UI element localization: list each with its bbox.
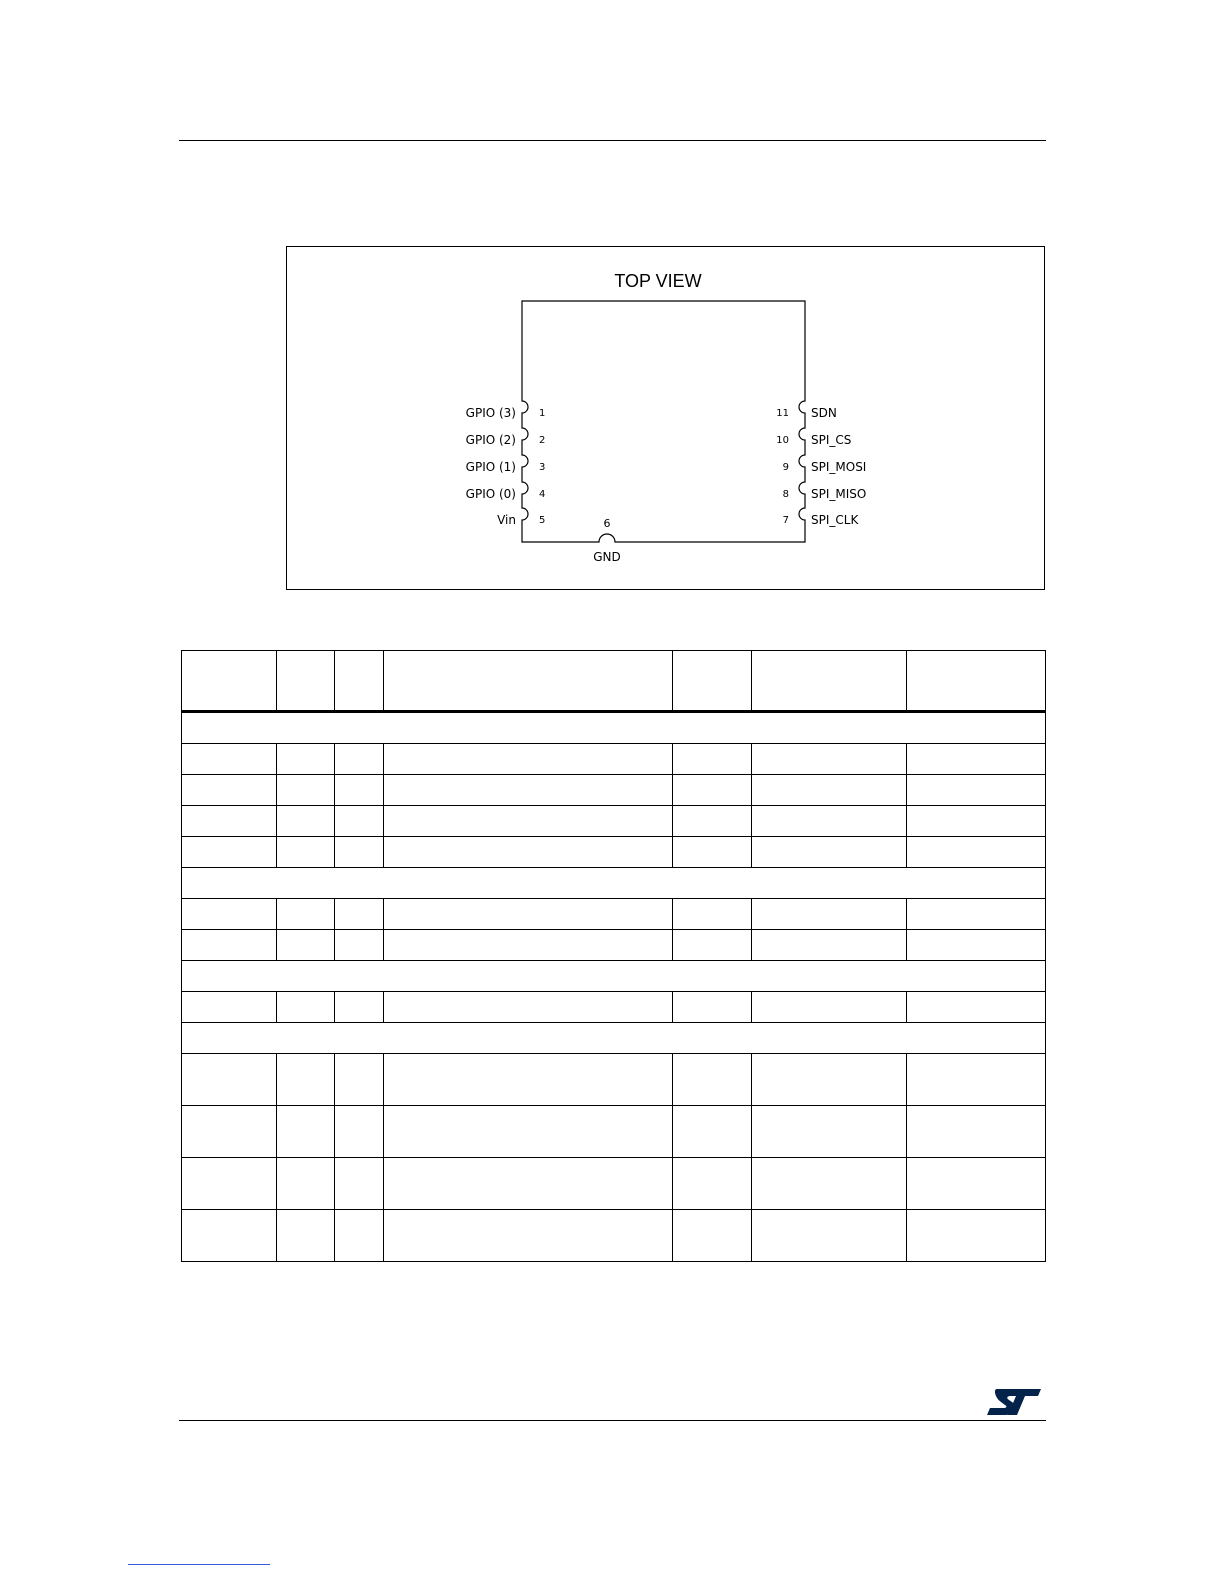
table-cell [752,744,907,775]
table-cell [907,1054,1046,1106]
table-cell [752,1210,907,1262]
table-group-row [182,1023,1046,1054]
table-cell [277,806,335,837]
table-cell [907,899,1046,930]
pin-3-label: GPIO (1) [465,460,516,474]
table-row [182,775,1046,806]
st-logo-icon [985,1386,1043,1418]
table-row [182,744,1046,775]
pin-4-label: GPIO (0) [465,487,516,501]
col-header [907,651,1046,712]
table-cell [384,744,673,775]
table-row [182,837,1046,868]
table-row [182,992,1046,1023]
table-cell [277,775,335,806]
col-header [384,651,673,712]
pin-8-label: SPI_MISO [811,487,867,501]
table-cell [335,992,384,1023]
footer-link-underline[interactable] [128,1564,270,1565]
table-row [182,930,1046,961]
table-cell [907,744,1046,775]
group-label [182,1023,1046,1054]
table-cell [752,1158,907,1210]
table-cell [335,899,384,930]
pinout-svg [287,247,1046,591]
pin-10-number: 10 [776,435,789,446]
table-cell [384,775,673,806]
pin-11-number: 11 [776,408,789,419]
table-cell [673,899,752,930]
table-row [182,1054,1046,1106]
table-cell [907,806,1046,837]
table-cell [335,744,384,775]
table-cell [907,1158,1046,1210]
table-cell [673,806,752,837]
pin-3-number: 3 [539,462,546,473]
table-cell [277,899,335,930]
table-cell [335,1054,384,1106]
table-cell [673,1158,752,1210]
table-cell [384,1054,673,1106]
table-cell [277,1106,335,1158]
pin-1-number: 1 [539,408,546,419]
pin-7-number: 7 [782,515,789,526]
diagram-title: TOP VIEW [614,271,702,291]
table-cell [335,1210,384,1262]
table-cell [182,775,277,806]
table-cell [384,930,673,961]
table-cell [384,992,673,1023]
table-cell [384,837,673,868]
table-cell [907,930,1046,961]
pin-description-table [181,650,1046,1262]
table-cell [673,930,752,961]
table-cell [182,930,277,961]
table-cell [673,775,752,806]
table-cell [182,744,277,775]
footer-rule [179,1420,1046,1421]
table-cell [182,992,277,1023]
table-cell [335,775,384,806]
table-cell [673,1054,752,1106]
table-cell [384,806,673,837]
table-cell [752,1054,907,1106]
pin-9-number: 9 [782,462,789,473]
table-row [182,806,1046,837]
col-header [335,651,384,712]
table-row [182,1106,1046,1158]
table-cell [384,1106,673,1158]
pin-1-label: GPIO (3) [465,406,516,420]
table-cell [335,1158,384,1210]
table-cell [277,1210,335,1262]
table-cell [752,992,907,1023]
pin-8-number: 8 [782,489,789,500]
table-cell [907,775,1046,806]
table-cell [277,1158,335,1210]
group-label [182,961,1046,992]
table-cell [182,1106,277,1158]
table-cell [673,837,752,868]
pin-2-number: 2 [539,435,546,446]
group-label [182,868,1046,899]
table-cell [752,899,907,930]
table-cell [384,899,673,930]
col-header [752,651,907,712]
pin-6-label: GND [593,550,621,564]
table-cell [182,899,277,930]
table-cell [673,744,752,775]
table-cell [673,992,752,1023]
table-row [182,899,1046,930]
table-cell [907,1106,1046,1158]
table-row [182,1158,1046,1210]
package-outline [522,301,805,542]
pin-9-label: SPI_MOSI [811,460,867,474]
pin-10-label: SPI_CS [811,433,852,447]
table-cell [182,837,277,868]
pin-11-label: SDN [811,406,837,420]
col-header [277,651,335,712]
pin-6-number: 6 [603,517,611,530]
table-cell [277,1054,335,1106]
table-header-row [182,651,1046,712]
pin-4-number: 4 [539,489,546,500]
table-cell [673,1210,752,1262]
table-cell [907,992,1046,1023]
pin-5-number: 5 [539,515,546,526]
pin-2-label: GPIO (2) [465,433,516,447]
table-cell [182,806,277,837]
col-header [182,651,277,712]
table-cell [752,1106,907,1158]
table-cell [907,1210,1046,1262]
table-cell [384,1158,673,1210]
table-group-row [182,712,1046,744]
table-cell [673,1106,752,1158]
table-cell [277,992,335,1023]
table-cell [752,775,907,806]
table-cell [907,837,1046,868]
table-cell [335,837,384,868]
table-group-row [182,868,1046,899]
table-body [182,712,1046,1262]
table-row [182,1210,1046,1262]
table-cell [752,806,907,837]
group-label [182,712,1046,744]
table-cell [277,930,335,961]
table-cell [335,930,384,961]
pin-7-label: SPI_CLK [811,513,859,527]
table-cell [277,744,335,775]
pinout-diagram [286,246,1045,590]
table-cell [182,1210,277,1262]
table-cell [182,1054,277,1106]
table-cell [384,1210,673,1262]
col-header [673,651,752,712]
table-cell [277,837,335,868]
table-cell [335,806,384,837]
table-cell [752,930,907,961]
table-cell [335,1106,384,1158]
table-group-row [182,961,1046,992]
table-cell [752,837,907,868]
table-cell [182,1158,277,1210]
header-rule [179,140,1046,141]
pin-5-label: Vin [497,513,516,527]
